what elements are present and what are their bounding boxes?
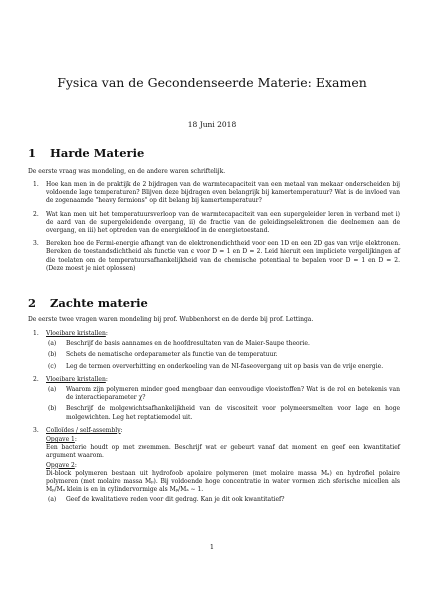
question-number: 2. <box>33 375 39 383</box>
opgave-2 <box>46 462 400 470</box>
question-item <box>28 240 400 273</box>
subquestion-text: Waarom zijn polymeren minder goed mengbaar dan eenvoudige vloeistoffen? Wat is de rol en betekenis van de interactieparameter χ? <box>66 386 400 402</box>
section-1-heading <box>28 146 144 160</box>
section-2-questions <box>28 330 400 510</box>
question-text: Hoe kan men in de praktijk de 2 bijdragen van de warmtecapaciteit van een metaal van mekaar onderscheiden bij voldoende lage temperaturen? Blijven deze bijdragen even belangrijk bij kamertemperatuur? Wat is de invloed van de zogenaamde "heavy fermions" op dit belang bij kamertemperatuur? <box>46 181 400 205</box>
topic-colon: : <box>105 375 108 383</box>
subquestion-marker: (a) <box>48 340 57 348</box>
opgave-1 <box>46 436 400 444</box>
subquestion-marker: (b) <box>48 351 57 359</box>
section-1-intro: De eerste vraag was mondeling, en de andere waren schriftelijk. <box>28 168 226 175</box>
section-1-questions <box>28 181 400 278</box>
subquestion-item <box>46 363 400 371</box>
question-number: 1. <box>33 181 39 188</box>
question-number: 3. <box>33 426 39 434</box>
question-text: Wat kan men uit het temperatuursverloop van de warmtecapaciteit van een supergeleider leren in verband met i) de aard van de supergeleidende overgang, ii) de fractie van de geleidingselektronen die deelnemen aan de overgang, en iii) het optreden van de energiekloof in de energietoestand. <box>46 210 400 235</box>
question-topic: Colloïdes / self-assembly <box>46 426 121 434</box>
section-title: Zachte materie <box>50 296 148 310</box>
question-item <box>28 330 400 371</box>
question-text: Bereken hoe de Fermi-energie afhangt van de elektronendichtheid voor een 1D en een 2D gas van vrije elektronen. Bereken de toestandsdichtheid als functie van ϵ voor D = 1 en D = 2. Leid hieruit een impliciete vergelijkingen af die toelaten om de temperatuursafhankelijkheid van de chemische potentiaal te bepalen voor D = 1 en D = 2. (Deze moest je niet oplossen) <box>46 240 400 272</box>
section-2-heading <box>28 296 148 310</box>
subquestion-item <box>46 340 400 348</box>
subquestion-item <box>46 386 400 402</box>
subquestion-marker: (b) <box>48 405 57 413</box>
section-number: 2 <box>28 296 37 310</box>
subquestion-text: Schets de nematische ordeparameter als functie van de temperatuur. <box>66 351 278 359</box>
question-item <box>28 427 400 505</box>
opgave-colon: : <box>74 461 77 469</box>
subquestion-text: Leg de termen oververhitting en onderkoeling van de NI-faseovergang uit op basis van de vrije energie. <box>66 362 384 370</box>
opgave-label: Opgave 2 <box>46 461 75 469</box>
question-item <box>28 211 400 236</box>
subquestion-marker: (a) <box>48 386 57 394</box>
question-number: 3. <box>33 240 39 248</box>
opgave-2-text: Di-block polymeren bestaan uit hydrofoob apolaire polymeren (met molaire massa Mₐ) en hydrofiel polaire polymeren (met molaire massa Mₚ). Bij voldoende hoge concentratie in water vormen zich sferische micellen als Mₚ/Mₐ klein is en in cylindervormige als Mₚ/Mₐ ∼ 1. <box>46 469 400 494</box>
subquestion-text: Beschrijf de molgewichtsafhankelijkheid van de viscositeit voor polymeersmelten voor lage en hoge molgewichten. Leg het reptatiemodel uit. <box>66 405 400 421</box>
section-2-intro: De eerste twee vragen waren mondeling bij prof. Wubbenhorst en de derde bij prof. Lettinga. <box>28 316 314 323</box>
topic-colon: : <box>120 426 123 434</box>
document-date: 18 Juni 2018 <box>187 120 237 129</box>
question-item <box>28 376 400 422</box>
subquestion-text: Beschrijf de basis aannames en de hoofdresultaten van de Maier-Saupe theorie. <box>66 340 310 348</box>
subquestion-marker: (c) <box>48 362 57 370</box>
section-title: Harde Materie <box>50 146 145 160</box>
topic-colon: : <box>105 330 108 337</box>
subquestion-item <box>46 351 400 359</box>
question-number: 2. <box>33 210 39 218</box>
subquestion-item <box>46 496 400 504</box>
subquestion-marker: (a) <box>48 496 57 504</box>
subquestion-text: Geef de kwalitatieve reden voor dit gedrag. Kan je dit ook kwantitatief? <box>66 496 285 504</box>
question-number: 1. <box>33 330 39 337</box>
document-title: Fysica van de Gecondenseerde Materie: Examen <box>57 75 367 90</box>
question-topic: Vloeibare kristallen <box>46 375 106 383</box>
question-topic: Vloeibare kristallen <box>46 330 106 337</box>
opgave-1-text: Een bacterie houdt op met zwemmen. Beschrijf wat er gebeurt vanaf dat moment en geef een kwantitatief argument waarom. <box>46 444 400 460</box>
page-number: 1 <box>209 543 215 551</box>
subquestion-item <box>46 405 400 421</box>
question-item <box>28 181 400 206</box>
opgave-label: Opgave 1 <box>46 436 75 444</box>
opgave-colon: : <box>74 436 77 444</box>
section-number: 1 <box>28 146 37 160</box>
